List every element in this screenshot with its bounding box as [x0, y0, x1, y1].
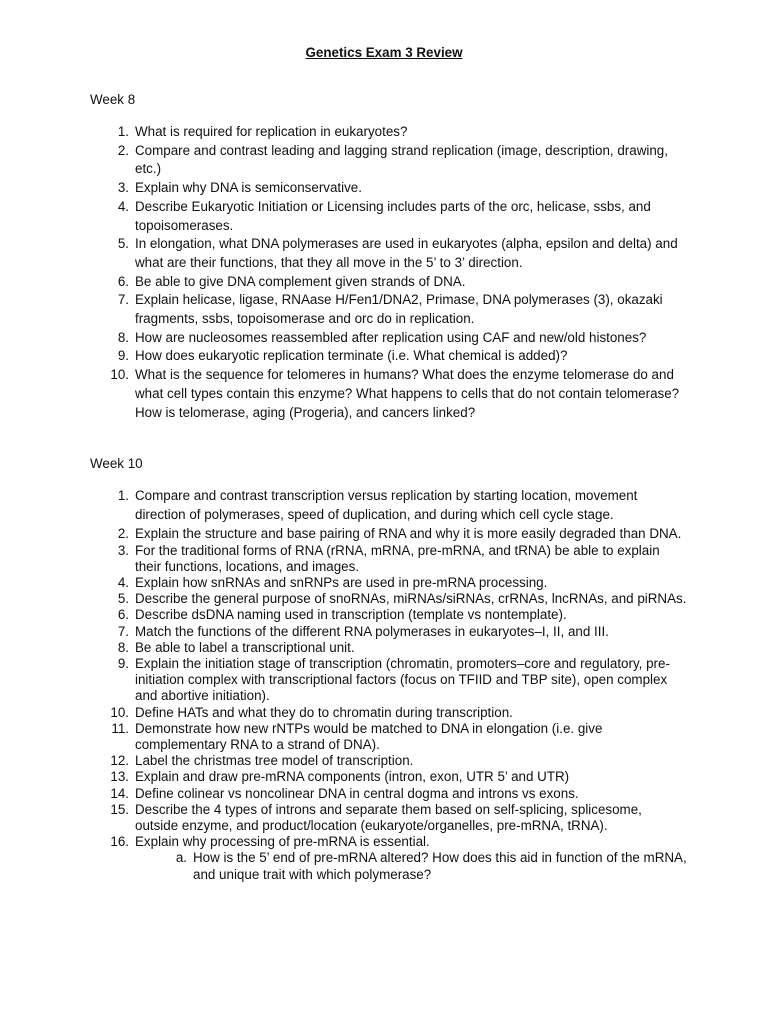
question-text: Label the christmas tree model of transcription.	[135, 753, 414, 769]
question-item	[108, 366, 688, 422]
sub-question-list	[135, 850, 688, 882]
question-item	[108, 487, 688, 524]
question-number: 10.	[110, 704, 129, 720]
question-text: For the traditional forms of RNA (rRNA, mRNA, pre-mRNA, and tRNA) be able to explain their functions, locations, and images.	[135, 542, 660, 574]
question-text: What is the sequence for telomeres in humans? What does the enzyme telomerase do and what cell types contain this enzyme? What happens to cells that do not contain telomerase? How is telomerase, aging (Progeria), and cancers linked?	[135, 367, 680, 420]
question-text: Describe the 4 types of introns and separate them based on self-splicing, splicesome, outside enzyme, and product/location (eukaryote/organelles, pre-mRNA, tRNA).	[135, 801, 642, 834]
question-number: 8.	[117, 329, 129, 345]
question-item	[108, 640, 688, 656]
question-text: Describe dsDNA naming used in transcription (template vs nontemplate).	[135, 607, 567, 623]
question-text: Describe the general purpose of snoRNAs, miRNAs/siRNAs, crRNAs, lncRNAs, and piRNAs.	[135, 591, 687, 607]
question-text: Explain the initiation stage of transcription (chromatin, promoters–core and regulatory, pre-initiation complex with transcriptional factors (focus on TFIID and TBP site), open complex and abortive initiation).	[135, 656, 670, 704]
question-number: 7.	[117, 623, 129, 639]
question-item	[108, 705, 688, 721]
question-number: 2.	[117, 142, 129, 158]
question-text: What is required for replication in eukaryotes?	[135, 124, 408, 139]
question-number: 4.	[117, 198, 129, 214]
question-number: 3.	[117, 542, 129, 558]
question-number: 5.	[117, 591, 129, 607]
question-number: 6.	[117, 273, 129, 289]
question-item	[108, 347, 688, 366]
question-text: Explain why DNA is semiconservative.	[135, 180, 362, 196]
question-item	[108, 721, 688, 753]
question-item	[108, 656, 688, 705]
question-item	[108, 179, 688, 198]
question-text: Explain how snRNAs and snRNPs are used in pre-mRNA processing.	[135, 575, 548, 591]
question-text: How does eukaryotic replication terminate (i.e. What chemical is added)?	[135, 348, 568, 364]
question-item	[108, 235, 688, 272]
week-8-heading: Week 8	[90, 92, 136, 107]
question-text: How are nucleosomes reassembled after replication using CAF and new/old histones?	[135, 329, 647, 345]
question-item	[108, 329, 688, 348]
question-number: 5.	[117, 236, 129, 252]
question-item	[108, 769, 688, 785]
question-number: 8.	[117, 639, 129, 655]
question-item	[108, 834, 688, 883]
question-number: 14.	[110, 785, 129, 801]
question-number: 4.	[117, 575, 129, 591]
question-number: 15.	[110, 801, 129, 817]
question-number: 9.	[117, 348, 129, 364]
question-item	[108, 591, 688, 607]
question-number: 7.	[117, 292, 129, 308]
question-text: Be able to label a transcriptional unit.	[135, 639, 355, 655]
question-item	[108, 753, 688, 769]
sub-question-item	[165, 850, 688, 882]
question-item	[108, 198, 688, 235]
question-item	[108, 543, 688, 575]
question-item	[108, 624, 688, 640]
question-number: 2.	[117, 526, 129, 542]
question-number: 1.	[117, 488, 129, 503]
question-text: Demonstrate how new rNTPs would be matched to DNA in elongation (i.e. give complementary RNA to a strand of DNA).	[135, 720, 603, 753]
question-text: Define colinear vs noncolinear DNA in central dogma and introns vs exons.	[135, 785, 579, 801]
question-item	[108, 273, 688, 292]
question-text: Match the functions of the different RNA polymerases in eukaryotes–I, II, and III.	[135, 623, 609, 639]
week-10-heading: Week 10	[90, 456, 143, 471]
question-text: Define HATs and what they do to chromatin during transcription.	[135, 704, 513, 720]
question-text: Explain helicase, ligase, RNAase H/Fen1/DNA2, Primase, DNA polymerases (3), okazaki fragments, ssbs, topoisomerase and orc do in replication.	[135, 292, 663, 327]
question-item	[108, 607, 688, 623]
question-text: Compare and contrast transcription versus replication by starting location, movement direction of polymerases, speed of duplication, and during which cell cycle stage.	[135, 488, 638, 522]
week-8-question-list	[108, 123, 688, 422]
question-text: Be able to give DNA complement given strands of DNA.	[135, 273, 466, 289]
week-10-question-list	[108, 487, 688, 883]
question-item	[108, 142, 688, 179]
question-number: 11.	[111, 720, 129, 736]
question-number: 12.	[110, 753, 129, 769]
question-text: Compare and contrast leading and lagging strand replication (image, description, drawing, etc.)	[135, 142, 668, 177]
question-text: Describe Eukaryotic Initiation or Licensing includes parts of the orc, helicase, ssbs, and topoisomerases.	[135, 198, 651, 233]
question-number: 13.	[110, 769, 129, 785]
question-number: 1.	[117, 124, 129, 139]
document-title: Genetics Exam 3 Review	[305, 45, 463, 60]
question-item	[108, 526, 688, 542]
question-item	[108, 786, 688, 802]
question-item	[108, 575, 688, 591]
question-text: Explain why processing of pre-mRNA is essential.	[135, 834, 430, 850]
question-item	[108, 291, 688, 328]
question-text: In elongation, what DNA polymerases are used in eukaryotes (alpha, epsilon and delta) and what are their functions, that they all move in the 5’ to 3’ direction.	[135, 236, 678, 270]
question-number: 10.	[110, 367, 129, 383]
sub-question-text: How is the 5’ end of pre-mRNA altered? How does this aid in function of the mRNA, and unique trait with which polymerase?	[193, 850, 687, 882]
question-number: 3.	[117, 180, 129, 196]
question-text: Explain the structure and base pairing of RNA and why it is more easily degraded than DNA.	[135, 526, 682, 542]
question-item	[108, 802, 688, 834]
question-number: 16.	[110, 834, 129, 850]
question-number: 6.	[117, 607, 129, 623]
question-text: Explain and draw pre-mRNA components (intron, exon, UTR 5’ and UTR)	[135, 769, 570, 785]
question-item	[108, 123, 688, 142]
sub-question-letter: a.	[175, 850, 187, 866]
question-number: 9.	[117, 656, 129, 672]
